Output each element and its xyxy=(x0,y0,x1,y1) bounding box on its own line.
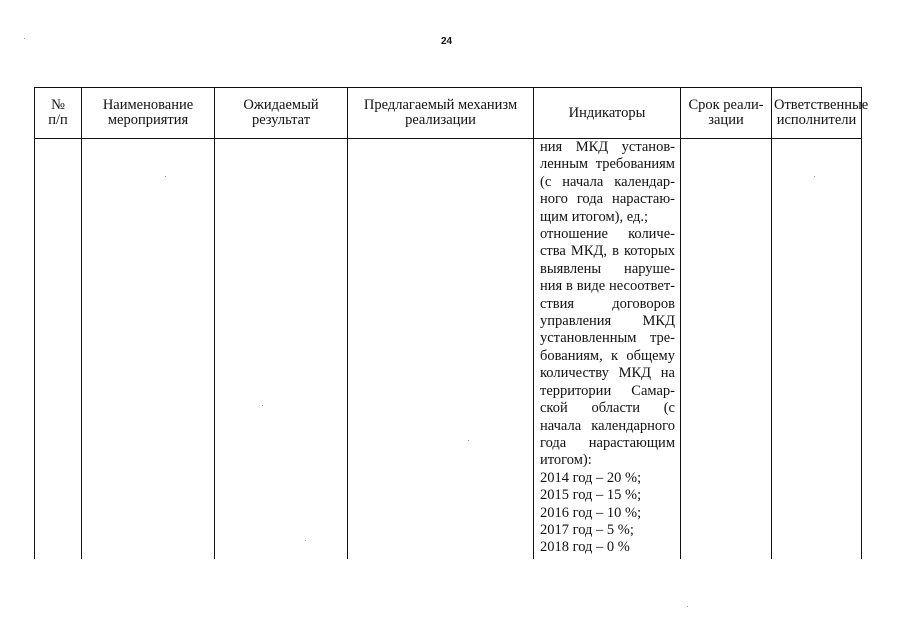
table-header-row xyxy=(35,88,862,139)
header-mechanism xyxy=(348,88,534,139)
indicator-line: установленным тре- xyxy=(540,330,675,347)
indicator-line: ствия договоров xyxy=(540,295,675,312)
indicator-line: 2014 год – 20 %; xyxy=(540,469,642,486)
plan-table xyxy=(34,87,869,559)
indicator-line: 2017 год – 5 %; xyxy=(540,521,634,538)
indicator-line: 2018 год – 0 % xyxy=(540,539,630,556)
indicator-line: ного года нарастаю- xyxy=(540,191,675,208)
indicator-line: территории Самар- xyxy=(540,382,675,399)
indicator-line: ния МКД установ- xyxy=(540,139,675,155)
scan-speck xyxy=(468,440,469,441)
header-number xyxy=(35,88,82,139)
indicator-line: бованиям, к общему xyxy=(540,347,675,364)
header-expected-result xyxy=(215,88,348,139)
cell-responsible xyxy=(772,139,862,560)
scan-speck xyxy=(262,405,263,406)
indicator-line: (с начала календар- xyxy=(540,173,675,190)
cell-deadline xyxy=(681,139,772,560)
header-mechanism-label: Предлагаемый механизм реализации xyxy=(363,97,518,128)
table-row xyxy=(35,139,862,560)
indicator-line: управления МКД xyxy=(540,313,675,330)
header-indicators-label: Индикаторы xyxy=(568,104,646,121)
indicator-line: отношение количе- xyxy=(540,226,675,243)
page-number: 24 xyxy=(441,36,453,47)
scan-speck xyxy=(687,606,688,607)
indicator-line: 2016 год – 10 %; xyxy=(540,504,642,521)
cell-mechanism xyxy=(348,139,534,560)
cell-number xyxy=(35,139,82,560)
indicator-line: ния в виде несоответ- xyxy=(540,278,675,295)
indicator-line: ской области (с xyxy=(540,400,675,417)
header-deadline-label: Срок реали-зации xyxy=(688,97,764,128)
indicators-text xyxy=(534,139,680,557)
indicator-line: начала календарного xyxy=(540,417,675,434)
indicator-line: количеству МКД на xyxy=(540,365,675,382)
cell-expected-result xyxy=(215,139,348,560)
indicator-line: выявлены наруше- xyxy=(540,260,675,277)
header-responsible xyxy=(772,88,869,139)
header-number-label: № п/п xyxy=(48,97,68,128)
header-activity-name-label: Наименование мероприятия xyxy=(102,97,194,128)
indicator-line: ленным требованиям xyxy=(540,156,675,173)
header-responsible-label: Ответственные исполнители xyxy=(774,97,869,128)
indicator-line: 2015 год – 15 %; xyxy=(540,487,642,504)
header-expected-result-label: Ожидаемый результат xyxy=(243,97,319,128)
header-deadline xyxy=(681,88,772,139)
indicator-line: ства МКД, в которых xyxy=(540,243,675,260)
cell-activity-name xyxy=(82,139,215,560)
scan-speck xyxy=(165,176,166,177)
scan-speck xyxy=(24,38,25,39)
indicator-line: года нарастающим xyxy=(540,434,675,451)
cell-indicators xyxy=(534,139,681,560)
header-activity-name xyxy=(82,88,215,139)
scan-speck xyxy=(305,540,306,541)
scan-speck xyxy=(814,176,815,177)
indicator-line: щим итогом), ед.; xyxy=(540,208,648,225)
indicator-line: итогом): xyxy=(540,452,592,469)
header-indicators xyxy=(534,88,681,139)
